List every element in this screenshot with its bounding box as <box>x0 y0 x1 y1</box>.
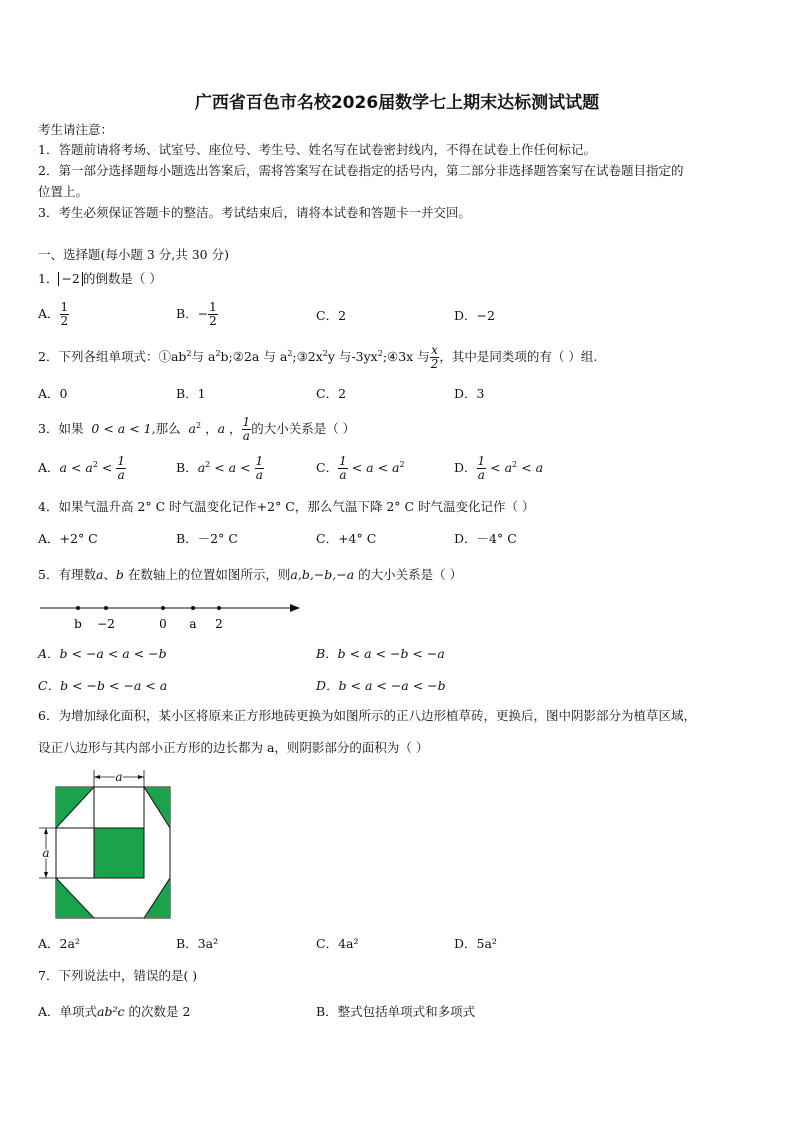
q1-option-b: B．− $\frac{1}{2}$ <box>176 300 217 328</box>
q2-option-d: D．3 <box>454 386 485 401</box>
q3-option-b: B．$a^2 < a$ < $\frac{1}{a}$ <box>176 454 264 482</box>
arrow-icon <box>290 604 300 612</box>
question-4-stem: 4．如果气温升高 2° C 时气温变化记作+2° C，那么气温下降 2° C 时气温变化记作（ ） <box>38 499 535 514</box>
notice-item: 1．答题前请将考场、试室号、座位号、考生号、姓名写在试卷密封线内，不得在试卷上作任何标记。 <box>38 142 596 157</box>
tick-neg2 <box>104 606 108 610</box>
q7-option-a: A．单项式ab²c 的次数是 2 <box>38 1004 191 1019</box>
question-6-line1: 6．为增加绿化面积，某小区将原来正方形地砖更换为如图所示的正八边形植草砖，更换后，图中阴影部分为植草区域， <box>38 708 696 723</box>
q6-option-b: B．3a² <box>176 936 219 951</box>
question-3-stem: 3．如果 0 < a < 1,那么 $a^2$ ，a ， $\frac{1}{a}$ 的大小关系是（ ） <box>38 415 356 443</box>
q4-option-a: A．+2° C <box>38 531 98 546</box>
dimension-label-left: a <box>42 846 50 860</box>
notice-heading: 考生请注意： <box>38 122 114 137</box>
q1-option-d: D．−2 <box>454 308 495 323</box>
axis-label: b <box>74 617 82 631</box>
q1-option-c: C．2 <box>316 308 347 323</box>
q3-option-d: D． $\frac{1}{a}$ < $a^2 < a$ <box>454 454 544 482</box>
dimension-label-top: a <box>115 770 123 784</box>
q7-option-b: B．整式包括单项式和多项式 <box>316 1004 476 1019</box>
q5-option-b: B．b < a < −b < −a <box>316 646 445 661</box>
question-6-line2: 设正八边形与其内部小正方形的边长都为 a，则阴影部分的面积为（ ） <box>38 740 429 755</box>
q3-option-a: A．$a < a^2$ < $\frac{1}{a}$ <box>38 454 126 482</box>
q1-option-a: A． $\frac{1}{2}$ <box>38 300 69 328</box>
q4-option-c: C．+4° C <box>316 531 377 546</box>
q6-option-c: C．4a² <box>316 936 359 951</box>
notice-item: 2．第一部分选择题每小题选出答案后，需将答案写在试卷指定的括号内，第二部分非选择题答案写在试卷题目指定的 <box>38 163 684 178</box>
q4-option-b: B．－2° C <box>176 531 238 546</box>
section-heading: 一、选择题(每小题 3 分,共 30 分) <box>38 247 229 262</box>
number-line-figure <box>38 598 303 634</box>
axis-label: −2 <box>97 617 115 631</box>
question-7-stem: 7．下列说法中，错误的是( ) <box>38 968 198 983</box>
octagon-tile-figure <box>36 766 186 926</box>
q2-option-b: B．1 <box>176 386 206 401</box>
axis-label: 0 <box>159 617 167 631</box>
tick-b <box>76 606 80 610</box>
inner-green-square <box>94 828 144 878</box>
notice-item: 位置上。 <box>38 184 89 199</box>
q6-option-d: D．5a² <box>454 936 497 951</box>
page-title: 广西省百色市名校2026届数学七上期末达标测试试题 <box>194 93 600 113</box>
question-5-stem: 5．有理数a、b 在数轴上的位置如图所示，则a,b,−b,−a 的大小关系是（ ） <box>38 567 463 582</box>
tick-a <box>191 606 195 610</box>
q5-option-a: A．b < −a < a < −b <box>38 646 167 661</box>
axis-label: a <box>189 617 197 631</box>
q5-option-d: D．b < a < −a < −b <box>316 678 446 693</box>
abs-value: −2 <box>58 272 82 286</box>
tick-2 <box>217 606 221 610</box>
notice-item: 3．考生必须保证答题卡的整洁。考试结束后，请将本试卷和答题卡一并交回。 <box>38 205 471 220</box>
q3-option-c: C． $\frac{1}{a}$ < $a < a^2$ <box>316 454 405 482</box>
axis-label: 2 <box>215 617 223 631</box>
q2-option-a: A．0 <box>38 386 68 401</box>
question-1-stem: 1． −2 的倒数是（ ） <box>38 271 162 286</box>
question-2-stem: 2．下列各组单项式：$①ab^2$与 $a^2b;②2a$ 与 $a^2;③2x^2y$ 与$-3yx^2;④3x$ 与 $\frac{x}{2}$ ，其中是同类项的有（ ）组. <box>38 343 598 371</box>
q4-option-d: D．－4° C <box>454 531 517 546</box>
q6-option-a: A．2a² <box>38 936 80 951</box>
q2-option-c: C．2 <box>316 386 347 401</box>
tick-0 <box>161 606 165 610</box>
q5-option-c: C．b < −b < −a < a <box>38 678 168 693</box>
